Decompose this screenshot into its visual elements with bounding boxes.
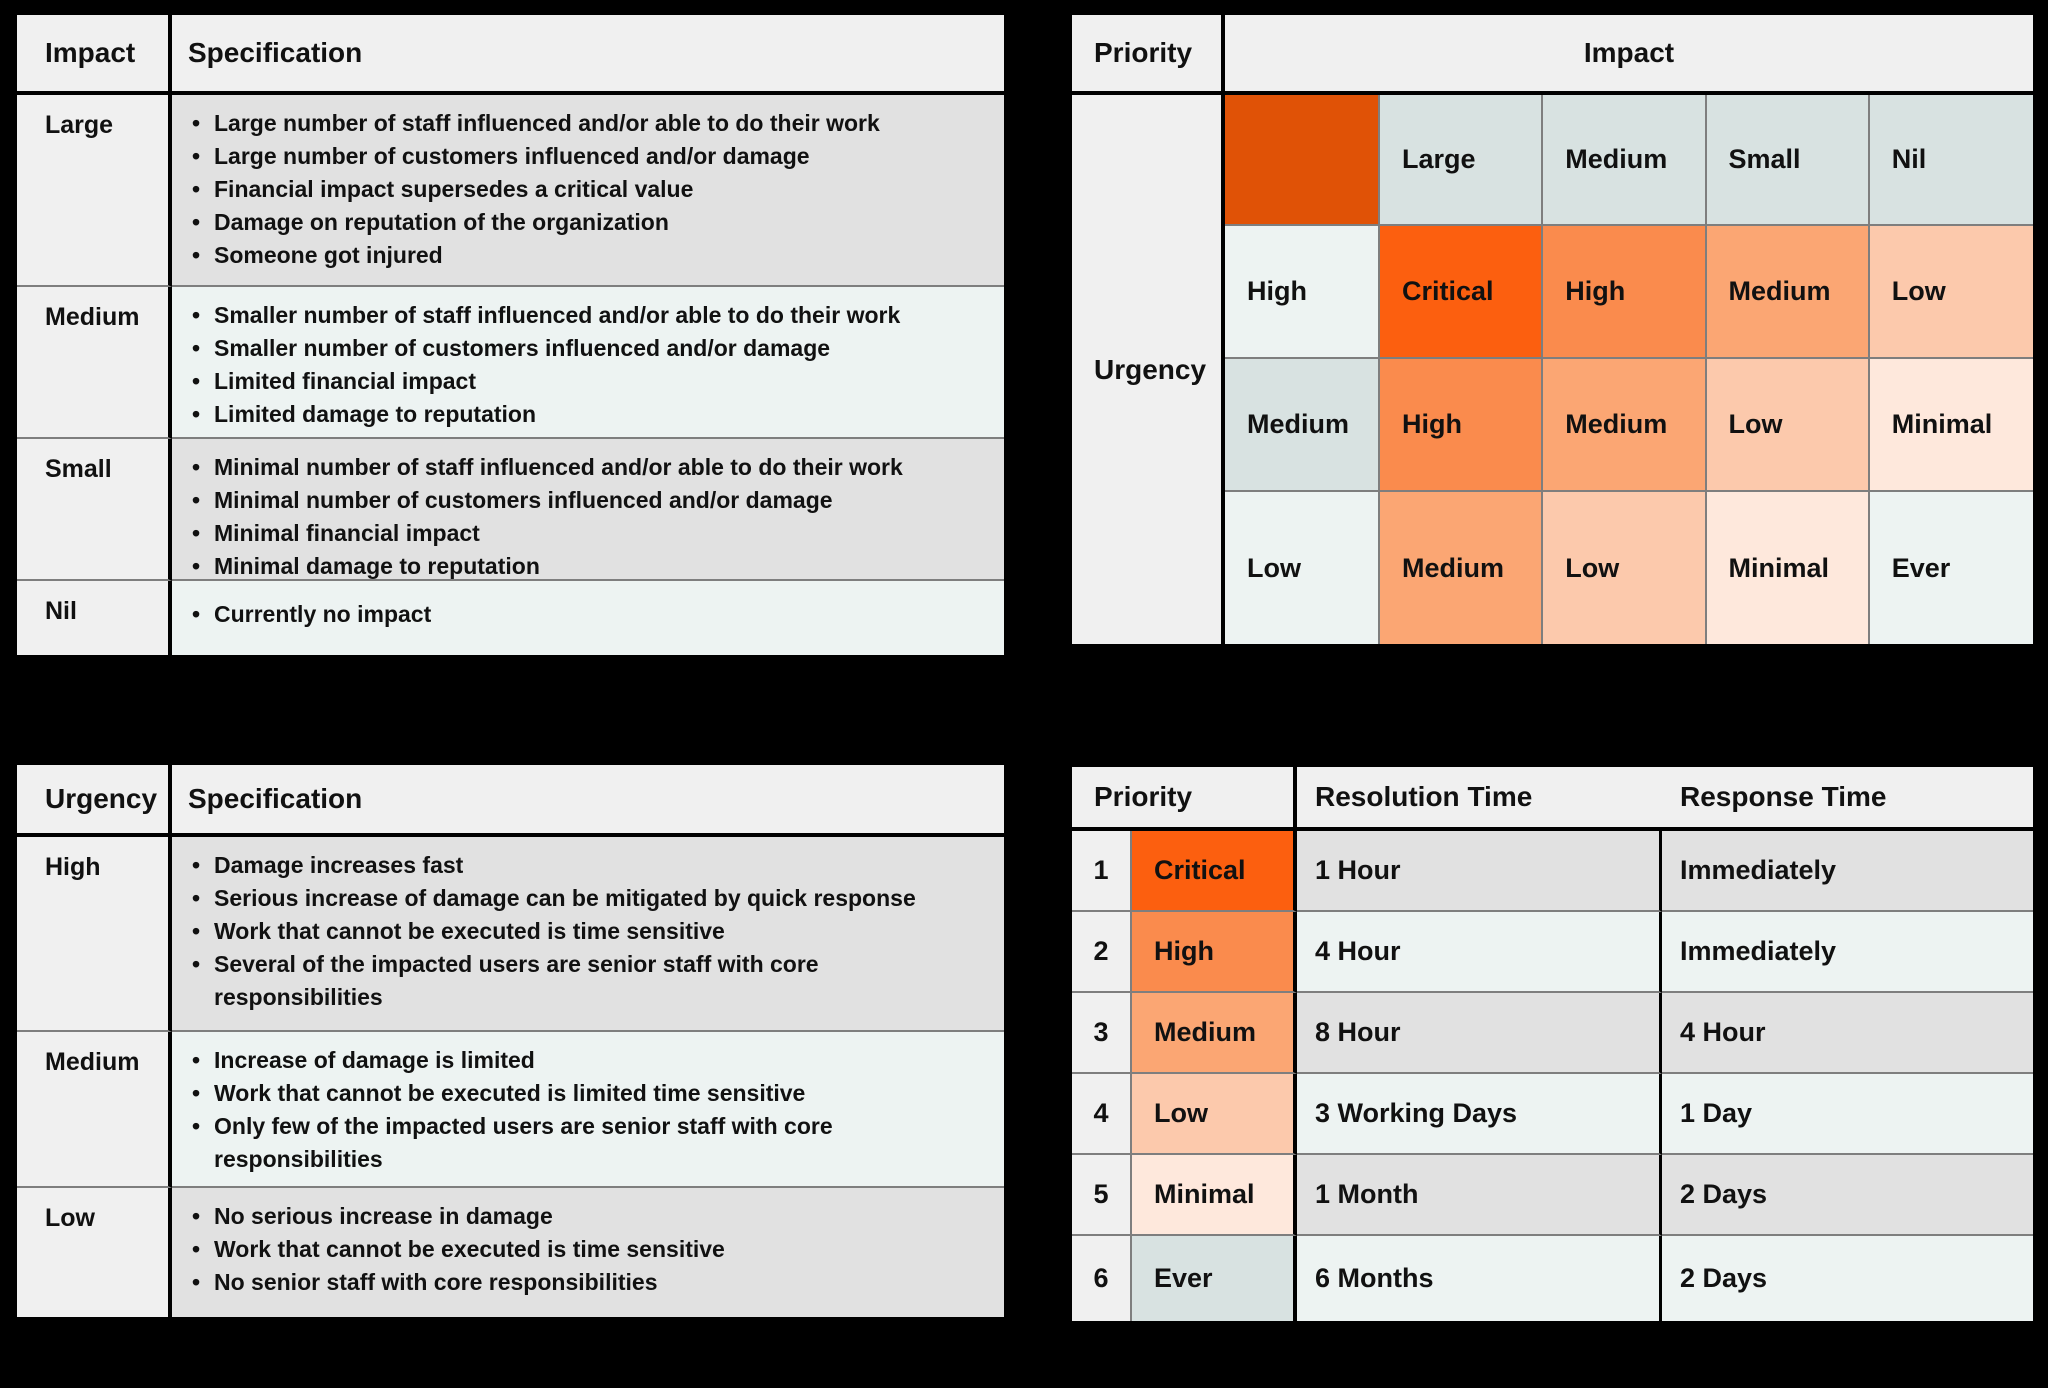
bullet-list: [188, 1200, 725, 1299]
matrix-col-header-medium: Medium: [1543, 95, 1706, 226]
levels-row-resolution: 8 Hour: [1297, 993, 1662, 1074]
bullet-list: [188, 451, 903, 581]
bullet-item: • Smaller number of staff influenced and/or able to do their work: [188, 299, 900, 332]
priority-levels-table: [1068, 763, 2037, 1325]
impact-row-label-large: Large: [17, 95, 172, 287]
priority-matrix-table: [1068, 11, 2037, 648]
bullet-item: • Currently no impact: [188, 598, 431, 631]
levels-row-label-medium: Medium: [1132, 993, 1297, 1074]
bullet-list: [188, 849, 986, 1014]
bullet-item: • Minimal financial impact: [188, 517, 903, 550]
matrix-row-header-high: High: [1225, 226, 1380, 359]
impact-table-header-specification: Specification: [172, 15, 1004, 95]
matrix-row-header-medium: Medium: [1225, 359, 1380, 492]
matrix-corner-blank-cell: [1225, 95, 1380, 226]
matrix-cell-high-large: Critical: [1380, 226, 1543, 359]
impact-row-spec-nil: [172, 581, 1004, 655]
matrix-corner-header-priority: Priority: [1072, 15, 1225, 95]
matrix-axis-label-urgency: Urgency: [1072, 95, 1225, 644]
matrix-col-header-nil: Nil: [1870, 95, 2033, 226]
bullet-item: • Damage on reputation of the organization: [188, 206, 880, 239]
levels-row-label-critical: Critical: [1132, 831, 1297, 912]
urgency-row-spec-medium: [172, 1032, 1004, 1188]
urgency-row-label-low: Low: [17, 1188, 172, 1317]
levels-row-number: 2: [1072, 912, 1132, 993]
levels-row-number: 3: [1072, 993, 1132, 1074]
levels-row-response: Immediately: [1662, 831, 2033, 912]
bullet-item: • Large number of staff influenced and/or able to do their work: [188, 107, 880, 140]
matrix-row-header-low: Low: [1225, 492, 1380, 644]
levels-row-number: 1: [1072, 831, 1132, 912]
levels-row-resolution: 1 Hour: [1297, 831, 1662, 912]
levels-row-resolution: 3 Working Days: [1297, 1074, 1662, 1155]
bullet-item: • Increase of damage is limited: [188, 1044, 986, 1077]
levels-row-label-minimal: Minimal: [1132, 1155, 1297, 1236]
levels-header-priority: Priority: [1072, 767, 1297, 831]
impact-row-label-nil: Nil: [17, 581, 172, 655]
levels-row-number: 4: [1072, 1074, 1132, 1155]
levels-row-label-high: High: [1132, 912, 1297, 993]
bullet-item: • Financial impact supersedes a critical value: [188, 173, 880, 206]
bullet-item: • Several of the impacted users are senior staff with core responsibilities: [188, 948, 986, 1014]
impact-specification-table: [13, 11, 1008, 659]
bullet-item: • No serious increase in damage: [188, 1200, 725, 1233]
urgency-table-header-specification: Specification: [172, 765, 1004, 837]
levels-row-label-ever: Ever: [1132, 1236, 1297, 1321]
matrix-cell-low-medium: Low: [1543, 492, 1706, 644]
levels-header-resolution-time: Resolution Time: [1297, 767, 1662, 831]
matrix-col-header-large: Large: [1380, 95, 1543, 226]
matrix-cell-high-small: Medium: [1707, 226, 1870, 359]
impact-row-label-medium: Medium: [17, 287, 172, 439]
bullet-list: [188, 299, 900, 431]
matrix-cell-medium-medium: Medium: [1543, 359, 1706, 492]
impact-row-spec-small: [172, 439, 1004, 581]
urgency-row-label-medium: Medium: [17, 1032, 172, 1188]
levels-row-resolution: 4 Hour: [1297, 912, 1662, 993]
bullet-item: • Limited damage to reputation: [188, 398, 900, 431]
matrix-cell-high-medium: High: [1543, 226, 1706, 359]
matrix-col-header-small: Small: [1707, 95, 1870, 226]
levels-row-resolution: 6 Months: [1297, 1236, 1662, 1321]
urgency-row-spec-low: [172, 1188, 1004, 1317]
matrix-axis-label-impact: Impact: [1225, 15, 2033, 95]
levels-header-response-time: Response Time: [1662, 767, 2033, 831]
urgency-row-label-high: High: [17, 837, 172, 1032]
matrix-cell-medium-nil: Minimal: [1870, 359, 2033, 492]
bullet-list: [188, 1044, 986, 1176]
bullet-item: • Work that cannot be executed is limited time sensitive: [188, 1077, 986, 1110]
levels-row-response: 2 Days: [1662, 1155, 2033, 1236]
levels-row-response: 4 Hour: [1662, 993, 2033, 1074]
bullet-item: • No senior staff with core responsibilities: [188, 1266, 725, 1299]
impact-row-spec-large: [172, 95, 1004, 287]
matrix-cell-low-small: Minimal: [1707, 492, 1870, 644]
matrix-cell-low-large: Medium: [1380, 492, 1543, 644]
bullet-item: • Minimal damage to reputation: [188, 550, 903, 581]
bullet-list: [188, 598, 431, 631]
bullet-item: • Only few of the impacted users are senior staff with core responsibilities: [188, 1110, 986, 1176]
levels-row-resolution: 1 Month: [1297, 1155, 1662, 1236]
levels-row-number: 5: [1072, 1155, 1132, 1236]
bullet-item: • Serious increase of damage can be mitigated by quick response: [188, 882, 986, 915]
levels-row-response: 2 Days: [1662, 1236, 2033, 1321]
bullet-item: • Work that cannot be executed is time sensitive: [188, 1233, 725, 1266]
bullet-item: • Smaller number of customers influenced and/or damage: [188, 332, 900, 365]
bullet-item: • Someone got injured: [188, 239, 880, 272]
urgency-row-spec-high: [172, 837, 1004, 1032]
urgency-table-header-urgency: Urgency: [17, 765, 172, 837]
impact-table-header-impact: Impact: [17, 15, 172, 95]
bullet-item: • Damage increases fast: [188, 849, 986, 882]
matrix-cell-low-nil: Ever: [1870, 492, 2033, 644]
bullet-item: • Work that cannot be executed is time sensitive: [188, 915, 986, 948]
levels-row-response: 1 Day: [1662, 1074, 2033, 1155]
levels-row-response: Immediately: [1662, 912, 2033, 993]
levels-row-number: 6: [1072, 1236, 1132, 1321]
matrix-cell-medium-large: High: [1380, 359, 1543, 492]
bullet-list: [188, 107, 880, 272]
bullet-item: • Minimal number of staff influenced and/or able to do their work: [188, 451, 903, 484]
bullet-item: • Minimal number of customers influenced and/or damage: [188, 484, 903, 517]
impact-row-label-small: Small: [17, 439, 172, 581]
levels-row-label-low: Low: [1132, 1074, 1297, 1155]
urgency-specification-table: [13, 761, 1008, 1321]
matrix-cell-medium-small: Low: [1707, 359, 1870, 492]
bullet-item: • Limited financial impact: [188, 365, 900, 398]
impact-row-spec-medium: [172, 287, 1004, 439]
bullet-item: • Large number of customers influenced and/or damage: [188, 140, 880, 173]
matrix-cell-high-nil: Low: [1870, 226, 2033, 359]
